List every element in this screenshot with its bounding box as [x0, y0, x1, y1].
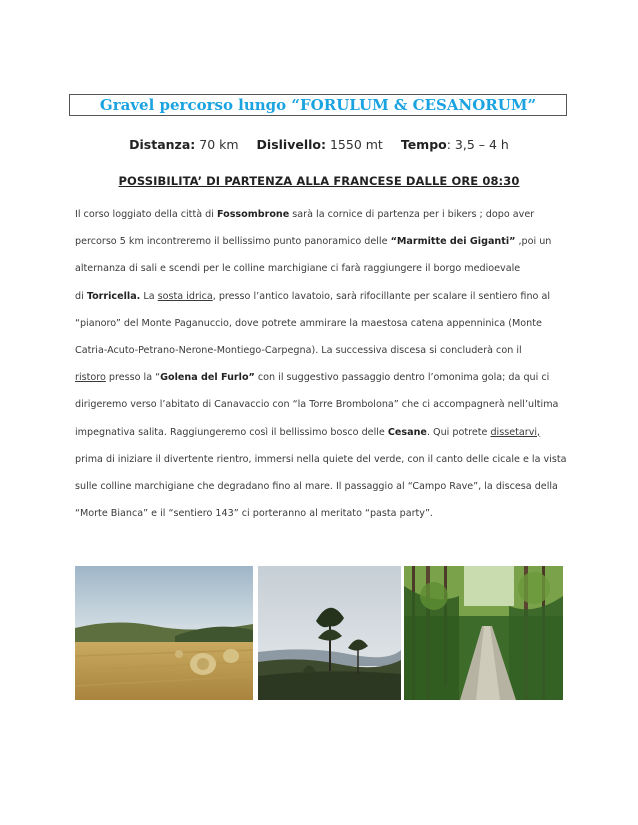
distanza-value: 70 km — [199, 137, 239, 152]
paragraph-line: prima di iniziare il divertente rientro, immersi nella quiete del verde, con il canto delle cicale e la vista — [75, 453, 567, 465]
photo-forest-path — [404, 566, 563, 700]
paragraph-line: “Morte Bianca” e il “sentiero 143” ci porteranno al meritato “pasta party”. — [75, 508, 433, 520]
dislivello-label: Dislivello: — [256, 137, 326, 152]
distanza-label: Distanza: — [129, 137, 196, 152]
paragraph-line: ristoro presso la “Golena del Furlo” con il suggestivo passaggio dentro l’omonima gola; da qui ci — [75, 372, 550, 384]
route-stats — [0, 137, 638, 152]
tempo-value: : 3,5 – 4 h — [446, 137, 509, 152]
photo-hay-field — [75, 566, 253, 700]
tempo-label: Tempo — [400, 137, 447, 152]
photo-pine-trees — [258, 566, 401, 700]
title-box — [69, 94, 567, 116]
page-title: Gravel percorso lungo “FORULUM & CESANORUM” — [99, 96, 537, 114]
subtitle: POSSIBILITA’ DI PARTENZA ALLA FRANCESE DALLE ORE 08:30 — [118, 174, 520, 188]
paragraph-line: di Torricella. La sosta idrica, presso l’antico lavatoio, sarà rifocillante per scalare il sentiero fino al — [75, 290, 550, 302]
paragraph-line: alternanza di sali e scendi per le colline marchigiane ci farà raggiungere il borgo medioevale — [75, 263, 521, 275]
dislivello-value: 1550 mt — [329, 137, 383, 152]
paragraph-line: Catria-Acuto-Petrano-Nerone-Montiego-Carpegna). La successiva discesa si concluderà con il — [75, 344, 522, 356]
paragraph-line: dirigeremo verso l’abitato di Canavaccio con “la Torre Brombolona” che ci accompagnerà nell’ultima — [75, 399, 559, 411]
paragraph-line: Il corso loggiato della città di Fossombrone sarà la cornice di partenza per i bikers ; dopo aver — [75, 209, 535, 220]
paragraph-line: sulle colline marchigiane che degradano fino al mare. Il passaggio al “Campo Rave”, la discesa della — [75, 480, 558, 492]
paragraph-line: percorso 5 km incontreremo il bellissimo punto panoramico delle “Marmitte dei Giganti” ,poi un — [75, 236, 552, 248]
paragraph-line: impegnativa salita. Raggiungeremo così il bellissimo bosco delle Cesane. Qui potrete dissetarvi, — [75, 426, 541, 438]
description-paragraph — [75, 209, 575, 535]
paragraph-line: “pianoro” del Monte Paganuccio, dove potrete ammirare la maestosa catena appenninica (Monte — [75, 317, 542, 329]
